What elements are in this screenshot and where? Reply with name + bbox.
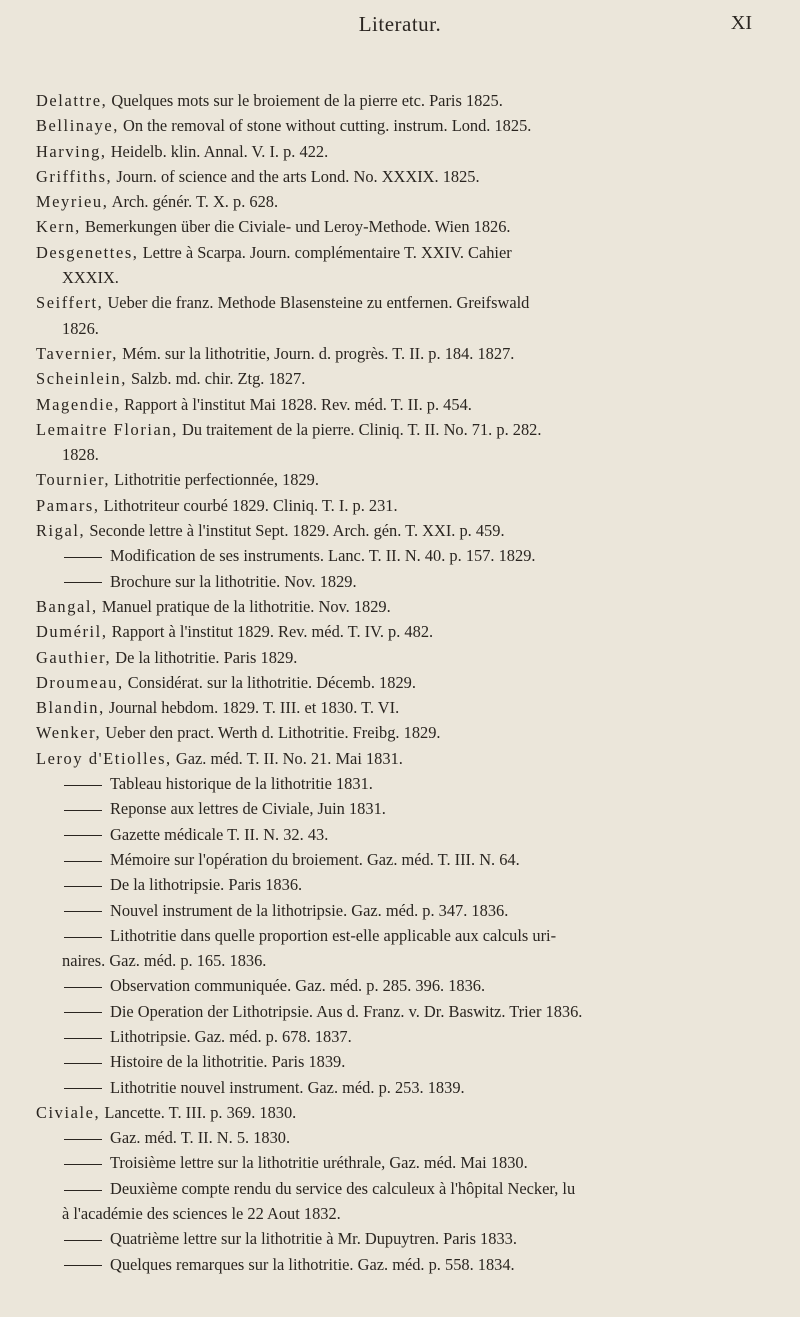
bibliography-entry	[36, 341, 776, 366]
bibliography-entry	[36, 973, 776, 998]
entry-citation: Quelques remarques sur la lithotritie. Gaz. méd. p. 558. 1834.	[110, 1254, 515, 1274]
entry-citation: Gaz. méd. T. II. N. 5. 1830.	[110, 1128, 291, 1148]
entry-author: Harving,	[36, 141, 107, 161]
bibliography-entry	[36, 189, 776, 214]
bibliography-entry	[36, 594, 776, 619]
entry-citation: Rapport à l'institut Mai 1828. Rev. méd. T. II. p. 454.	[120, 394, 472, 414]
entry-author: Droumeau,	[36, 672, 124, 692]
entry-citation: Troisième lettre sur la lithotritie uréthrale, Gaz. méd. Mai 1830.	[110, 1153, 528, 1173]
entry-citation: Ueber den pract. Werth d. Lithotritie. Freibg. 1829.	[101, 723, 441, 743]
ditto-dash	[64, 835, 102, 836]
entry-continuation: naires. Gaz. méd. p. 165. 1836.	[62, 951, 267, 971]
entry-citation: Quelques mots sur le broiement de la pierre etc. Paris 1825.	[107, 91, 503, 110]
entry-citation: Tableau historique de la lithotritie 1831.	[110, 774, 373, 794]
bibliography-entry	[36, 1049, 776, 1074]
bibliography-entry	[36, 1075, 776, 1100]
ditto-dash	[64, 1139, 102, 1140]
bibliography-entry	[36, 1024, 776, 1049]
ditto-dash	[64, 1063, 102, 1064]
bibliography-entry	[36, 670, 776, 695]
entry-citation: Bemerkungen über die Civiale- und Leroy-Methode. Wien 1826.	[80, 217, 511, 237]
bibliography-entry	[36, 543, 776, 568]
bibliography-entry	[36, 493, 776, 518]
bibliography-entry	[36, 695, 776, 720]
bibliography-entry	[36, 1201, 776, 1226]
bibliography-entry	[36, 316, 776, 341]
bibliography-entry	[36, 923, 776, 948]
bibliography-entry	[36, 999, 776, 1024]
entry-citation: Lancette. T. III. p. 369. 1830.	[100, 1102, 297, 1122]
entry-citation: Rapport à l'institut 1829. Rev. méd. T. IV. p. 482.	[107, 622, 434, 642]
bibliography-entry	[36, 467, 776, 492]
entry-author: Duméril,	[36, 622, 108, 642]
bibliography-entry	[36, 619, 776, 644]
bibliography-entry	[36, 1100, 776, 1125]
page-title: Literatur.	[358, 12, 442, 36]
entry-continuation: XXXIX.	[62, 268, 119, 288]
entry-continuation: 1826.	[62, 318, 99, 338]
ditto-dash	[64, 582, 102, 583]
bibliography-entry	[36, 417, 776, 442]
ditto-dash	[64, 810, 102, 811]
entry-citation: On the removal of stone without cutting. instrum. Lond. 1825.	[118, 116, 532, 136]
running-header	[0, 12, 800, 42]
bibliography-entry	[36, 847, 776, 872]
entry-author: Bellinaye,	[36, 116, 119, 136]
bibliography-entry	[36, 645, 776, 670]
ditto-dash	[64, 1164, 102, 1165]
entry-citation: Brochure sur la lithotritie. Nov. 1829.	[110, 571, 357, 591]
bibliography-entry	[36, 720, 776, 745]
entry-author: Leroy d'Etiolles,	[36, 748, 172, 768]
entry-author: Meyrieu,	[36, 192, 109, 212]
entry-author: Griffiths,	[36, 166, 113, 186]
entry-citation: Lithotritie perfectionnée, 1829.	[110, 470, 319, 490]
ditto-dash	[64, 886, 102, 887]
entry-citation: Reponse aux lettres de Civiale, Juin 1831.	[110, 799, 386, 819]
entry-author: Seiffert,	[36, 293, 104, 313]
entry-author: Kern,	[36, 217, 81, 237]
entry-citation: Mémoire sur l'opération du broiement. Gaz. méd. T. III. N. 64.	[110, 849, 520, 869]
bibliography-entry	[36, 948, 776, 973]
entry-author: Civiale,	[36, 1102, 101, 1122]
bibliography-entry	[36, 1226, 776, 1251]
entry-author: Desgenettes,	[36, 242, 139, 262]
bibliography-entry	[36, 746, 776, 771]
bibliography-entry	[36, 569, 776, 594]
bibliography-entry	[36, 139, 776, 164]
bibliography-entry	[36, 265, 776, 290]
bibliography-entry	[36, 442, 776, 467]
ditto-dash	[64, 1038, 102, 1039]
entry-author: Rigal,	[36, 521, 86, 541]
bibliography-entry	[36, 214, 776, 239]
entry-citation: Heidelb. klin. Annal. V. I. p. 422.	[106, 141, 329, 161]
entry-citation: Die Operation der Lithotripsie. Aus d. Franz. v. Dr. Baswitz. Trier 1836.	[110, 1001, 583, 1021]
entry-citation: Lithotripsie. Gaz. méd. p. 678. 1837.	[110, 1026, 352, 1046]
bibliography-entry	[36, 1125, 776, 1150]
bibliography-entry	[36, 822, 776, 847]
entry-author: Tournier,	[36, 470, 111, 490]
bibliography-entry	[36, 872, 776, 897]
entry-citation: Journal hebdom. 1829. T. III. et 1830. T. VI.	[104, 698, 400, 718]
bibliography-entry	[36, 392, 776, 417]
entry-citation: Deuxième compte rendu du service des calculeux à l'hôpital Necker, lu	[110, 1178, 576, 1198]
bibliography-entry	[36, 240, 776, 265]
entry-author: Pamars,	[36, 495, 100, 515]
ditto-dash	[64, 1240, 102, 1241]
bibliography-entry	[36, 290, 776, 315]
ditto-dash	[64, 861, 102, 862]
entry-author: Delattre,	[36, 91, 108, 110]
entry-continuation: 1828.	[62, 445, 99, 465]
entry-author: Wenker,	[36, 723, 102, 743]
ditto-dash	[64, 1012, 102, 1013]
entry-citation: Ueber die franz. Methode Blasensteine zu entfernen. Greifswald	[103, 293, 530, 313]
entry-citation: Salzb. md. chir. Ztg. 1827.	[126, 369, 306, 389]
entry-author: Gauthier,	[36, 647, 112, 667]
entry-citation: Arch. génér. T. X. p. 628.	[108, 192, 279, 212]
entry-citation: De la lithotripsie. Paris 1836.	[110, 875, 303, 895]
entry-citation: Histoire de la lithotritie. Paris 1839.	[110, 1052, 346, 1072]
entry-citation: Modification de ses instruments. Lanc. T. II. N. 40. p. 157. 1829.	[110, 546, 536, 566]
bibliography-entry	[36, 796, 776, 821]
entry-citation: Quatrième lettre sur la lithotritie à Mr. Dupuytren. Paris 1833.	[110, 1229, 517, 1249]
ditto-dash	[64, 785, 102, 786]
entry-citation: Du traitement de la pierre. Cliniq. T. II. No. 71. p. 282.	[177, 419, 542, 439]
entry-author: Scheinlein,	[36, 369, 127, 389]
entry-citation: Journ. of science and the arts Lond. No. XXXIX. 1825.	[112, 166, 480, 186]
bibliography-entry	[36, 1176, 776, 1201]
ditto-dash	[64, 987, 102, 988]
entry-citation: Gaz. méd. T. II. No. 21. Mai 1831.	[171, 748, 403, 768]
entry-citation: Lithotritie dans quelle proportion est-elle applicable aux calculs uri-	[110, 925, 557, 945]
bibliography-entry	[36, 366, 776, 391]
bibliography-list	[36, 88, 776, 1277]
page-number: XI	[730, 12, 752, 34]
entry-citation: Nouvel instrument de la lithotripsie. Gaz. méd. p. 347. 1836.	[110, 900, 509, 920]
bibliography-entry	[36, 1252, 776, 1277]
ditto-dash	[64, 1190, 102, 1191]
bibliography-entry	[36, 88, 776, 113]
ditto-dash	[64, 1088, 102, 1089]
entry-citation: Manuel pratique de la lithotritie. Nov. 1829.	[97, 596, 391, 616]
entry-citation: Observation communiquée. Gaz. méd. p. 285. 396. 1836.	[110, 976, 486, 996]
entry-citation: Lithotritie nouvel instrument. Gaz. méd. p. 253. 1839.	[110, 1077, 465, 1097]
entry-continuation: à l'académie des sciences le 22 Aout 1832.	[62, 1204, 341, 1224]
entry-citation: Gazette médicale T. II. N. 32. 43.	[110, 824, 329, 844]
entry-citation: Lettre à Scarpa. Journ. complémentaire T. XXIV. Cahier	[138, 242, 512, 262]
entry-author: Magendie,	[36, 394, 121, 414]
ditto-dash	[64, 1265, 102, 1266]
ditto-dash	[64, 911, 102, 912]
entry-author: Bangal,	[36, 596, 98, 616]
bibliography-entry	[36, 1150, 776, 1175]
bibliography-entry	[36, 164, 776, 189]
entry-citation: Mém. sur la lithotritie, Journ. d. progrès. T. II. p. 184. 1827.	[118, 343, 515, 363]
ditto-dash	[64, 557, 102, 558]
ditto-dash	[64, 937, 102, 938]
entry-author: Lemaitre Florian,	[36, 419, 178, 439]
bibliography-entry	[36, 113, 776, 138]
entry-citation: Lithotriteur courbé 1829. Cliniq. T. I. p. 231.	[99, 495, 398, 515]
bibliography-entry	[36, 771, 776, 796]
entry-citation: De la lithotritie. Paris 1829.	[111, 647, 298, 667]
entry-author: Tavernier,	[36, 343, 118, 363]
entry-citation: Considérat. sur la lithotritie. Décemb. 1829.	[123, 672, 416, 692]
bibliography-entry	[36, 518, 776, 543]
entry-author: Blandin,	[36, 698, 105, 718]
entry-citation: Seconde lettre à l'institut Sept. 1829. Arch. gén. T. XXI. p. 459.	[85, 521, 505, 541]
bibliography-entry	[36, 898, 776, 923]
